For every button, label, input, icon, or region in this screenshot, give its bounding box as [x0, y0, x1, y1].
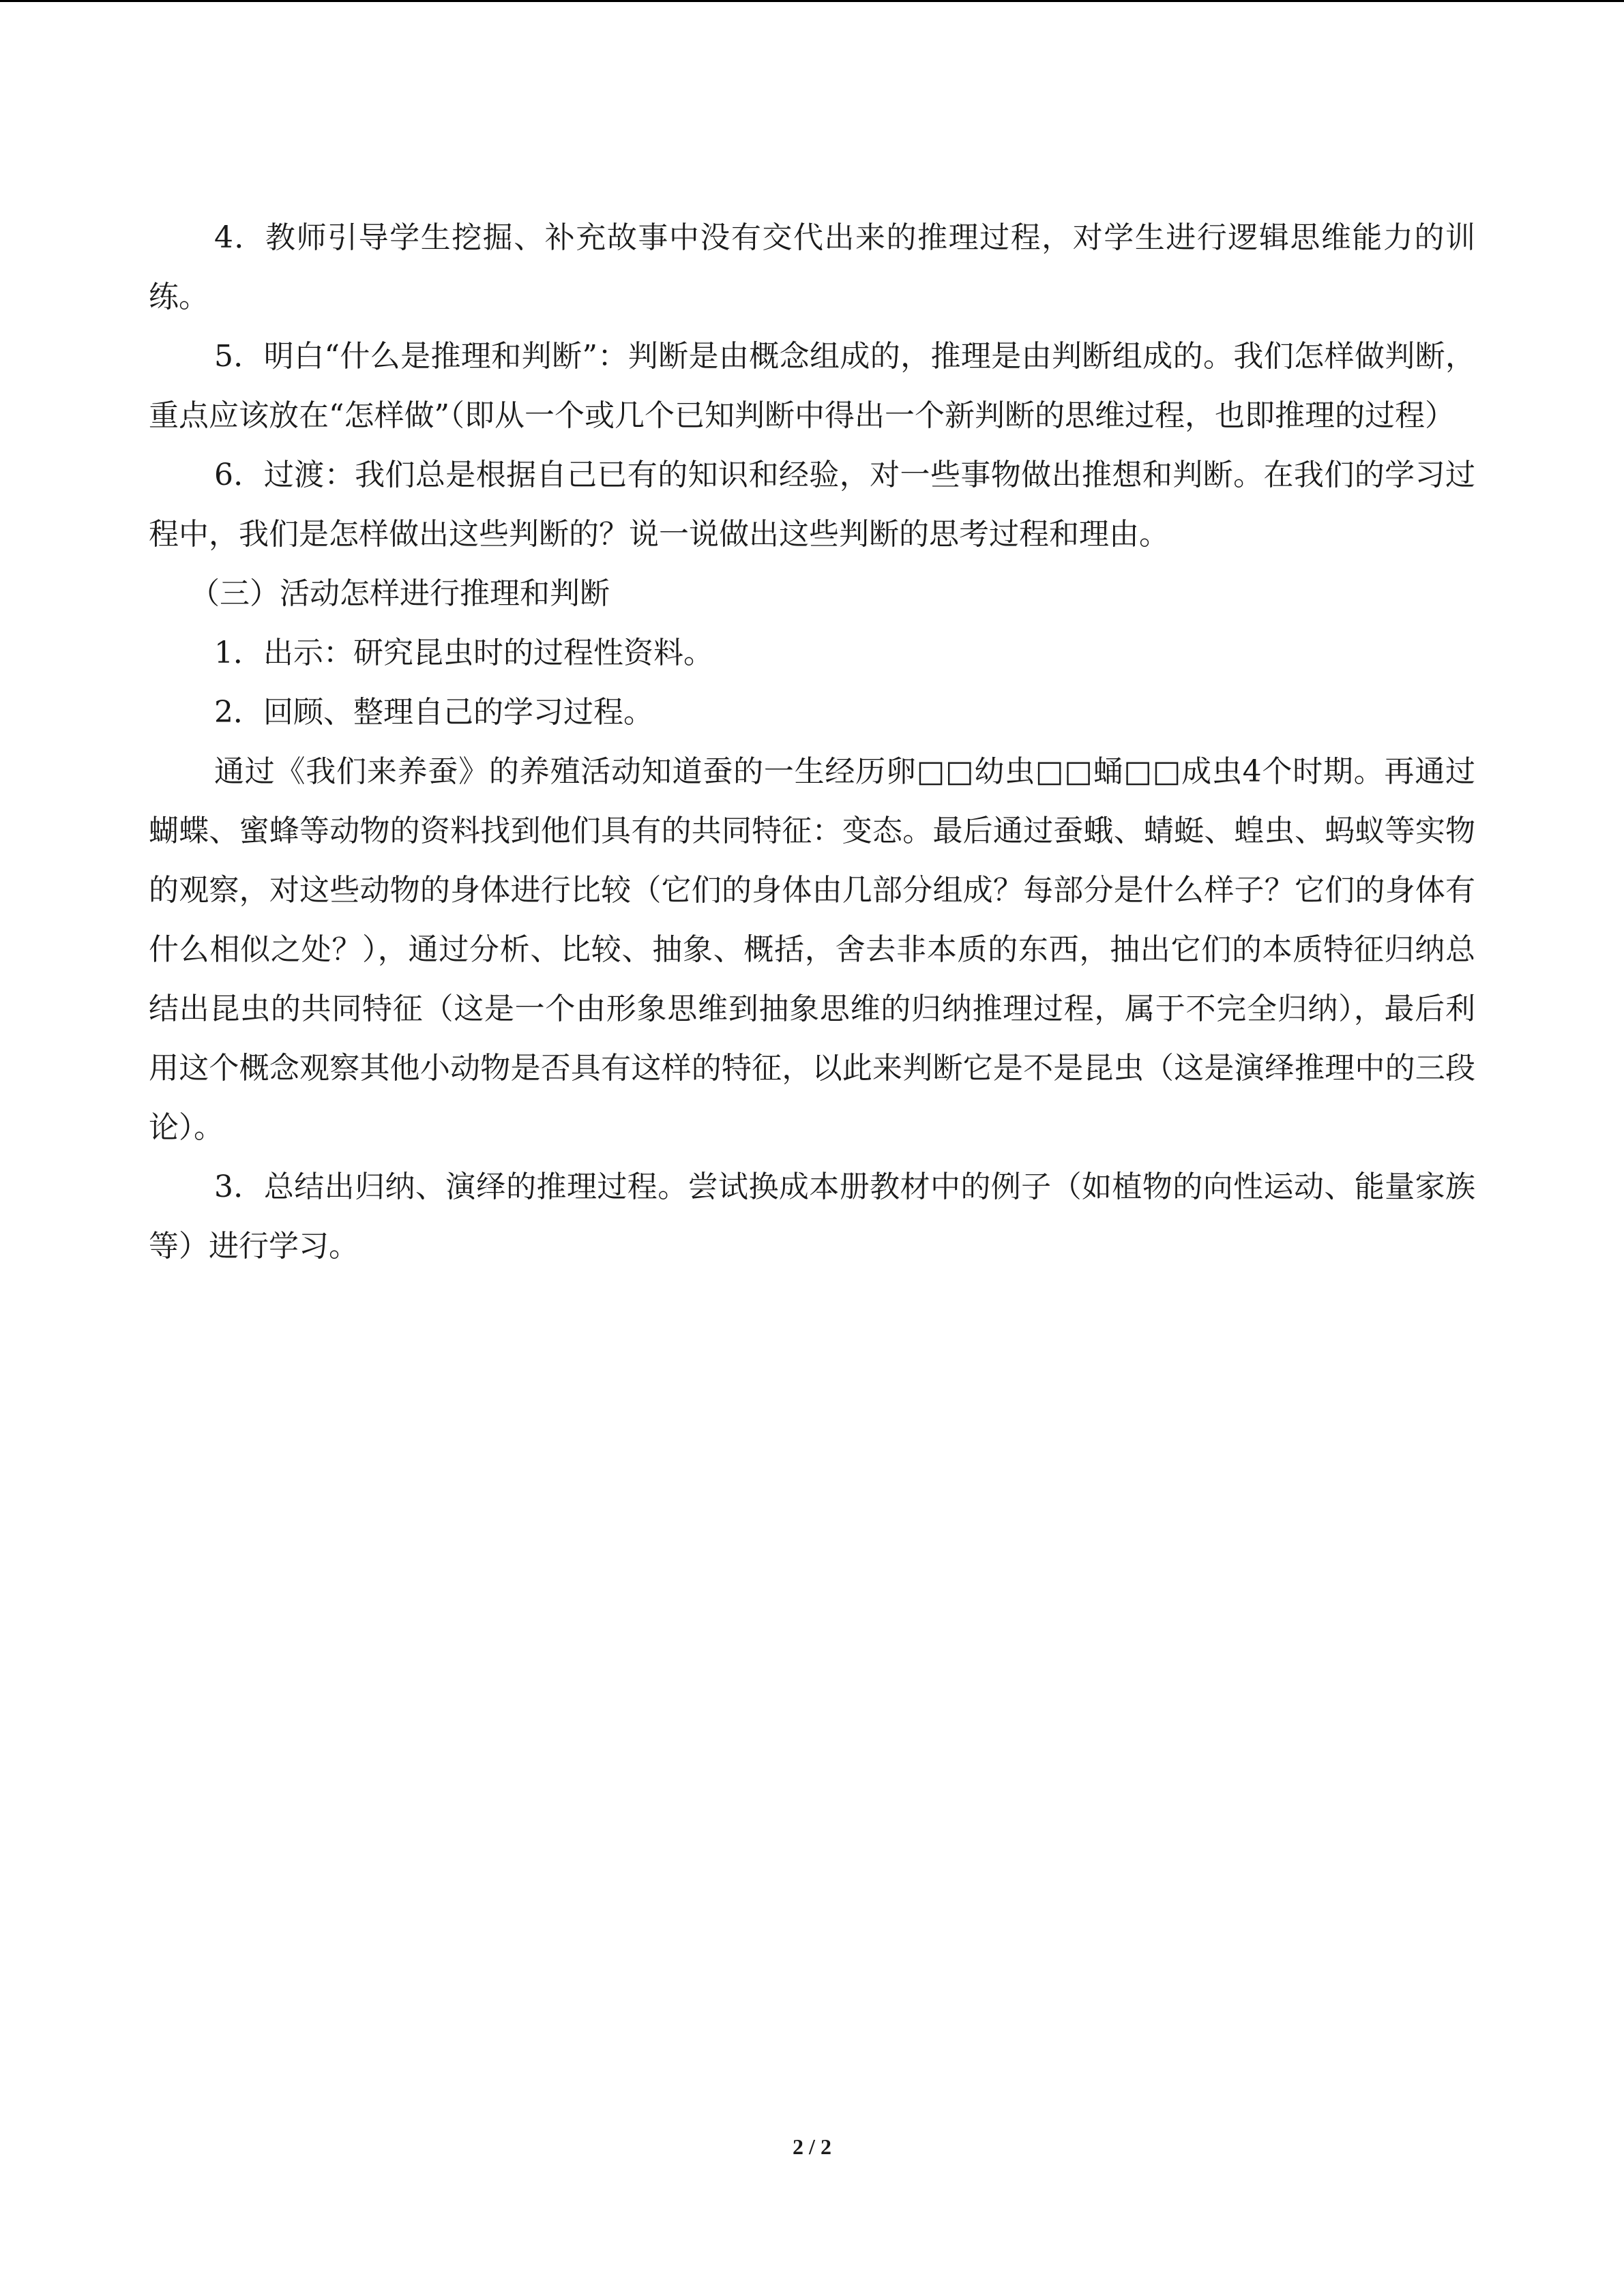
document-body	[149, 208, 1475, 1276]
paragraph-item-3: 3．总结出归纳、演绎的推理过程。尝试换成本册教材中的例子（如植物的向性运动、能量家族等）进行学习。	[149, 1169, 1475, 1264]
top-border-line	[0, 0, 1624, 2]
paragraph-step-6: 6．过渡：我们总是根据自己已有的知识和经验，对一些事物做出推想和判断。在我们的学习过程中，我们是怎样做出这些判断的？说一说做出这些判断的思考过程和理由。	[149, 458, 1475, 552]
paragraph-step-4: 4．教师引导学生挖掘、补充故事中没有交代出来的推理过程，对学生进行逻辑思维能力的训练。	[149, 220, 1475, 314]
paragraph-item-2: 2．回顾、整理自己的学习过程。	[214, 695, 653, 730]
paragraph-step-5: 5．明白“什么是推理和判断”：判断是由概念组成的，推理是由判断组成的。我们怎样做判断，重点应该放在“怎样做”（即从一个或几个已知判断中得出一个新判断的思维过程，也即推理的过程）	[149, 339, 1475, 433]
section-heading-3: （三）活动怎样进行推理和判断	[190, 576, 610, 611]
paragraph-item-1: 1．出示：研究昆虫时的过程性资料。	[214, 636, 713, 670]
paragraph-silkworm-example: 通过《我们来养蚕》的养殖活动知道蚕的一生经历卵□□幼虫□□蛹□□成虫4个时期。再通过蝴蝶、蜜蜂等动物的资料找到他们具有的共同特征：变态。最后通过蚕蛾、蜻蜓、蝗虫、蚂蚁等实物的观察，对这些动物的身体进行比较（它们的身体由几部分组成？每部分是什么样子？它们的身体有什么相似之处？），通过分析、比较、抽象、概括，舍去非本质的东西，抽出它们的本质特征归纳总结出昆虫的共同特征（这是一个由形象思维到抽象思维的归纳推理过程，属于不完全归纳），最后利用这个概念观察其他小动物是否具有这样的特征，以此来判断它是不是昆虫（这是演绎推理中的三段论）。	[149, 754, 1475, 1145]
page-number: 2 / 2	[793, 2134, 831, 2159]
